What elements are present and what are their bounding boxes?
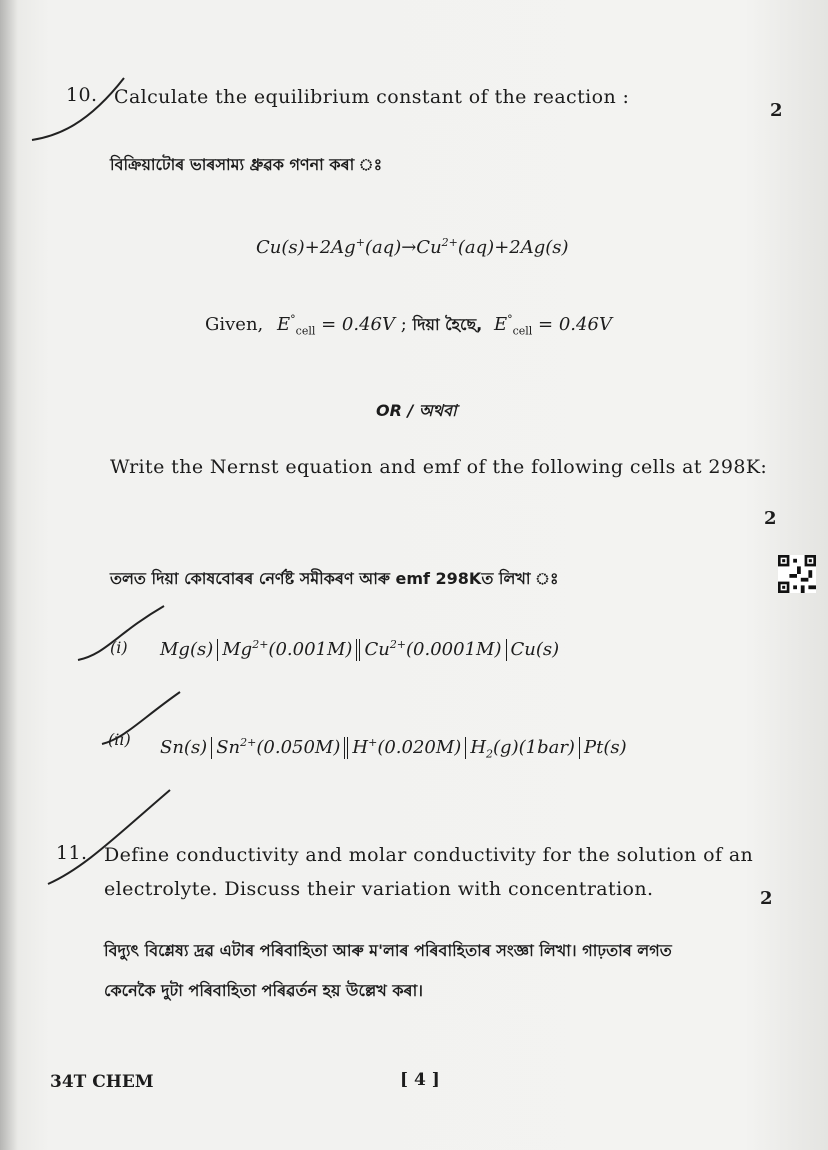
q11-question-assamese-line1: বিদ্যুৎ বিশ্লেষ্য দ্ৰৱ এটাৰ পৰিবাহিতা আৰু ম'লাৰ পৰিবাহিতাৰ সংজ্ঞা লিখা। গাঢ়তাৰ লগত <box>104 941 672 960</box>
q10-alt-question-text: Write the Nernst equation and emf of the following cells at 298K: <box>110 456 768 478</box>
q10-given-line: Given, $E^\circ_{cell} = 0.46V$ ; দিয়া হৈছে, $E^\circ_{cell} = 0.46V$ <box>205 313 612 338</box>
q11-question-line2: electrolyte. Discuss their variation with concentration. <box>104 878 654 900</box>
or-separator: OR / অথবা <box>376 401 457 420</box>
q10-number: 10. <box>66 84 98 106</box>
qr-code-icon <box>778 555 816 593</box>
ecell-value-2: 0.46V <box>558 314 612 335</box>
q10-marks: 2 <box>770 100 783 121</box>
q11-tick-mark-icon <box>44 788 174 888</box>
ecell-symbol: $E^\circ_{cell}$ <box>277 313 316 338</box>
sub-i-label: (i) <box>110 638 128 657</box>
cell-ii-notation: Sn(s) $Sn^{2+}(0.050M)$ H+(0.020M) $H_2(g)(1bar)$ Pt(s) <box>160 736 627 761</box>
q10-question-text: Calculate the equilibrium constant of the reaction : <box>114 86 630 108</box>
paper-code: 34T CHEM <box>50 1072 154 1092</box>
ecell-eq: = <box>321 314 342 335</box>
page-number: [ 4 ] <box>400 1070 440 1090</box>
q11-question-assamese-line2: কেনেকৈ দুটা পৰিবাহিতা পৰিৱৰ্তন হয় উল্লেখ কৰা। <box>104 981 423 1000</box>
given-label: Given, <box>205 314 264 335</box>
ecell-symbol-2: $E^\circ_{cell}$ = <box>493 313 559 338</box>
given-label-assamese: দিয়া হৈছে, <box>412 315 483 334</box>
q10-tick-mark-icon <box>28 74 128 154</box>
page-edge-shadow <box>0 0 18 1150</box>
q10-question-text-assamese: বিক্ৰিয়াটোৰ ভাৰসাম্য ধ্ৰুৱক গণনা কৰা ঃ <box>110 155 383 174</box>
q10-reaction-equation: $Cu(s)+2Ag^+(aq)\to Cu^{2+}(aq)+2Ag(s)$ <box>256 236 569 258</box>
cell-i-notation: Mg(s) $Mg^{2+}(0.001M)$ $Cu^{2+}(0.0001M)$ Cu(s) <box>160 638 560 660</box>
sub-ii-label: (ii) <box>108 730 131 749</box>
ecell-value: 0.46V <box>341 314 395 335</box>
q10-alt-marks: 2 <box>764 508 777 529</box>
q11-question-line1: Define conductivity and molar conductivity for the solution of an <box>104 844 754 866</box>
q11-number: 11. <box>56 842 88 864</box>
q11-marks: 2 <box>760 888 773 909</box>
q10-alt-question-text-assamese: তলত দিয়া কোষবোৰৰ নেৰ্ণষ্ট সমীকৰণ আৰু emf 298Kত লিখা ঃ <box>110 569 559 588</box>
